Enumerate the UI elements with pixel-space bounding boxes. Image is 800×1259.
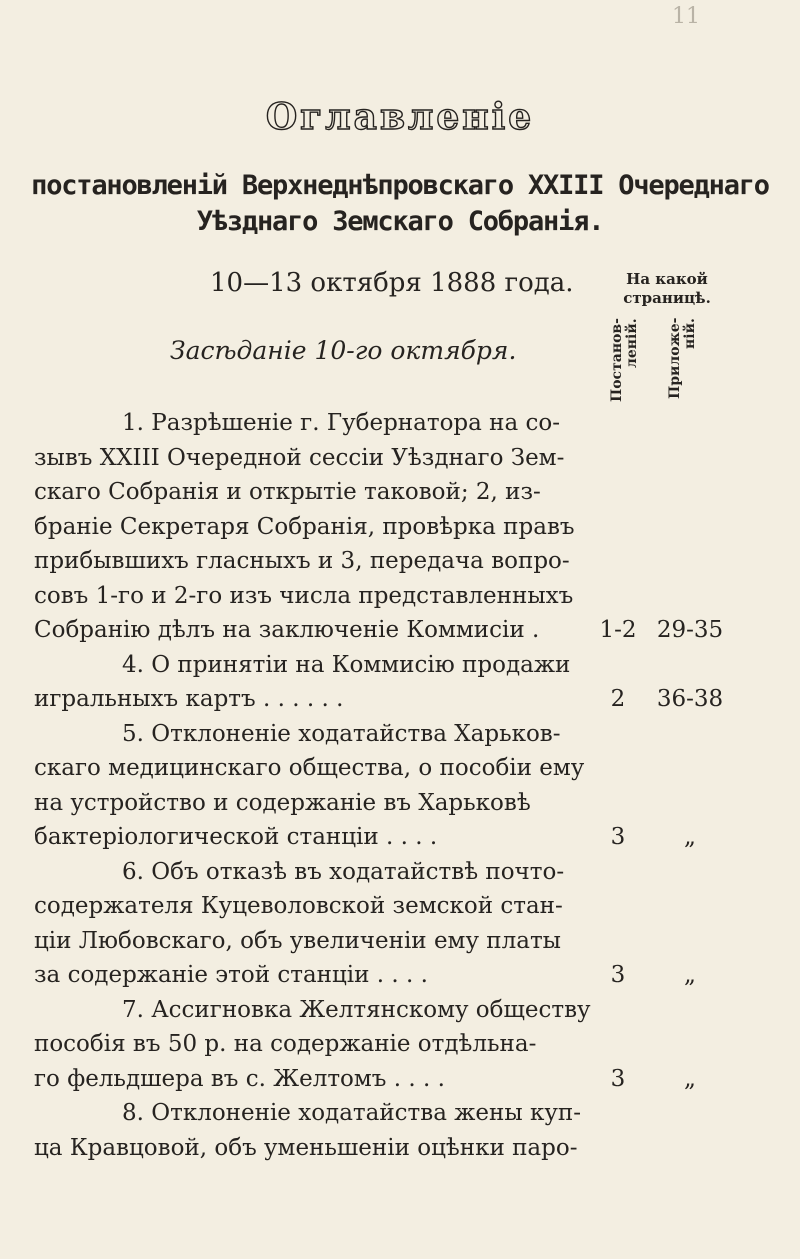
toc-line: Собранію дѣлъ на заключеніе Коммисіи . [34, 617, 540, 643]
toc-line: браніе Секретаря Собранія, провѣрка правъ [34, 513, 575, 540]
toc-line: ціи Любовскаго, объ увеличеніи ему платы [34, 927, 561, 954]
toc-line: 5. Отклоненіе ходатайства Харьков- [122, 720, 561, 747]
toc-line: ца Кравцовой, объ уменьшеніи оцѣнки паро- [34, 1134, 578, 1161]
toc-line: 4. О принятіи на Коммисію продажи [122, 651, 571, 678]
page-title: Оглавленіе [265, 96, 535, 138]
toc-line: 1. Разрѣшеніе г. Губернатора на со- [122, 410, 561, 436]
toc-line: пособія въ 50 р. на содержаніе отдѣльна- [34, 1031, 537, 1057]
toc-body [34, 406, 594, 1165]
appendix-page: „ [684, 1065, 696, 1092]
toc-line: бактеріологической станціи . . . . [34, 824, 438, 850]
toc-line: совъ 1-го и 2-го изъ числа представленныхъ [34, 582, 574, 609]
appendix-page: „ [684, 824, 696, 850]
toc-line: содержателя Куцеволовской земской стан- [34, 893, 563, 919]
page-number: 11 [672, 4, 700, 29]
toc-line: 8. Отклоненіе ходатайства жены куп- [122, 1100, 581, 1126]
resolution-page: 3 [610, 1065, 626, 1092]
toc-line: прибывшихъ гласныхъ и 3, передача вопро- [34, 548, 570, 574]
dateline: 10—13 октября 1888 года. [210, 268, 574, 298]
resolution-page: 2 [610, 686, 626, 712]
appendix-page: „ [684, 962, 696, 988]
toc-line: скаго медицинскаго общества, о пособіи ему [34, 755, 585, 781]
resolution-page: 3 [610, 824, 626, 850]
toc-line: на устройство и содержаніе въ Харьковѣ [34, 789, 531, 816]
resolution-page: 1-2 [599, 617, 637, 643]
toc-line: за содержаніе этой станціи . . . . [34, 962, 428, 988]
resolution-page: 3 [610, 962, 626, 988]
toc-line: 7. Ассигновка Желтянскому обществу [122, 996, 591, 1023]
subtitle-line-1: постановленій Верхнеднѣпровскаго XXIII Очереднаго [31, 170, 769, 201]
session-heading: Засѣданіе 10-го октября. [170, 336, 517, 365]
column-appendices-label: Приложе-ній. [667, 318, 698, 400]
toc-line: 6. Объ отказѣ въ ходатайствѣ почто- [122, 858, 565, 885]
toc-line: игральныхъ картъ . . . . . . [34, 686, 344, 712]
toc-line: зывъ XXIII Очередной сессіи Уѣзднаго Зем- [34, 444, 565, 471]
subtitle-line-2: Уѣзднаго Земскаго Собранія. [196, 206, 604, 237]
toc-line: го фельдшера въ с. Желтомъ . . . . [34, 1065, 445, 1092]
column-header: На какой страницѣ. [623, 270, 711, 307]
appendix-page: 36-38 [656, 686, 724, 712]
toc-line: скаго Собранія и открытіе таковой; 2, из- [34, 479, 541, 505]
appendix-page: 29-35 [656, 617, 724, 643]
column-resolutions-label: Постанов-леній. [609, 318, 640, 402]
